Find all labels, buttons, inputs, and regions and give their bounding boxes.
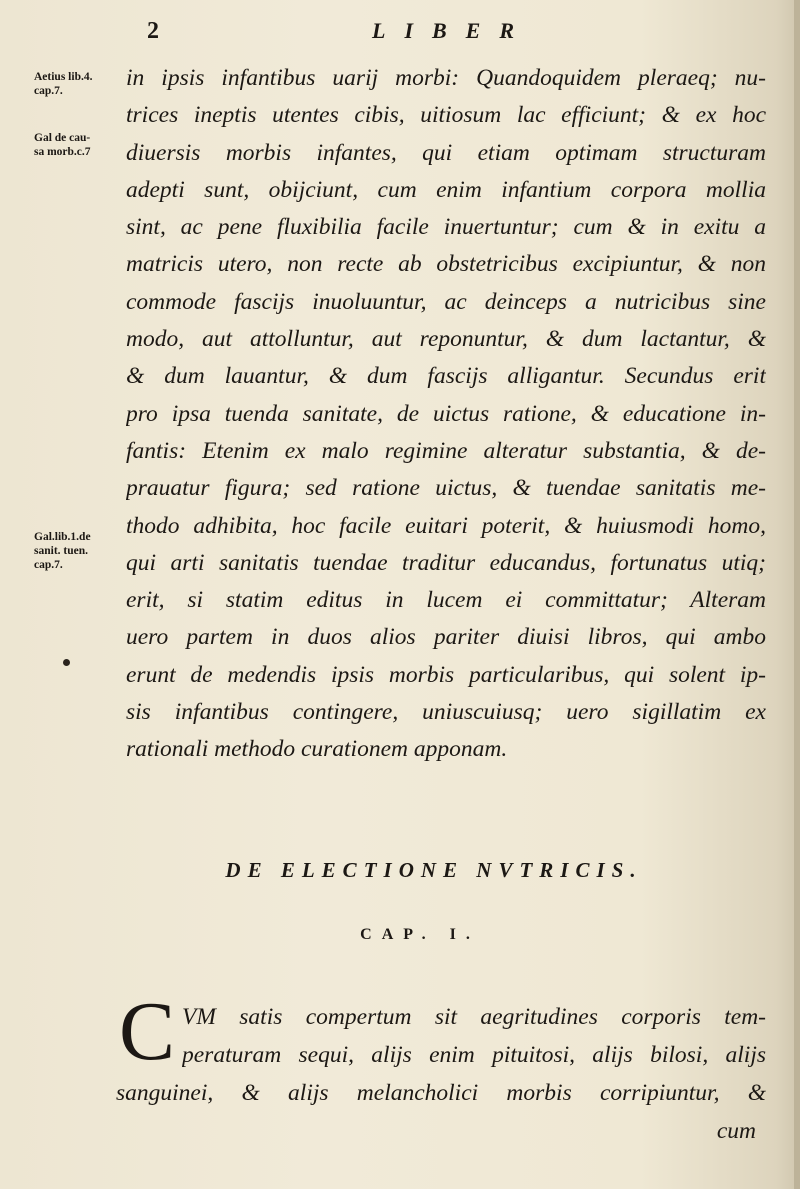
text-line: adepti sunt, obijciunt, cum enim infantium corpora mollia [126,176,766,203]
margin-note [34,70,124,98]
text-line: peraturam sequi, alijs enim pituitosi, alijs bilosi, alijs [182,1042,766,1068]
text-line: modo, aut attolluntur, aut reponuntur, & dum lactantur, & [126,326,766,353]
chapter-text [116,985,766,1178]
text-line: trices ineptis utentes cibis, uitiosum lac efficiunt; & ex hoc [126,102,766,129]
text-line: commode fascijs inuoluuntur, ac deinceps a nutricibus sine [126,288,766,315]
text-line: & dum lauantur, & dum fascijs alligantur. Secundus erit [126,363,766,390]
text-line: sint, ac pene fluxibilia facile inuertuntur; cum & in exitu a [126,214,766,241]
margin-note-line: Aetius lib.4. [34,71,93,83]
catchword: cum [716,1118,756,1144]
text-line: diuersis morbis infantes, qui etiam optimam structuram [126,139,766,166]
text-line: thodo adhibita, hoc facile euitari poterit, & huiusmodi homo, [126,512,766,539]
margin-note [34,530,124,572]
text-line: sanguinei, & alijs melancholici morbis corripiuntur, & [116,1080,766,1106]
drop-cap: C [118,985,176,1078]
chapter-label: CAP. I. [360,926,480,943]
text-line: fantis: Etenim ex malo regimine alteratur substantia, & de- [126,437,766,464]
margin-note-line: sanit. tuen. [34,545,88,557]
text-line-last: rationali methodo curationem apponam. [126,736,508,763]
margin-note [34,131,124,159]
running-title: LIBER [372,18,534,43]
margin-notes [0,0,126,1189]
margin-note-line: sa morb.c.7 [34,146,91,158]
text-line: erit, si statim editus in lucem ei committatur; Alteram [126,587,766,614]
text-line: matricis utero, non recte ab obstetricibus excipiuntur, & non [126,251,766,278]
page-number: 2 [147,18,159,44]
ink-dot-mark [63,659,70,666]
text-line: erunt de medendis ipsis morbis particularibus, qui solent ip- [126,661,766,688]
text-line: in ipsis infantibus uarij morbi: Quandoquidem pleraeq; nu- [126,65,766,91]
margin-note-line: cap.7. [34,85,63,97]
margin-note-line: Gal.lib.1.de [34,531,91,543]
text-line: qui arti sanitatis tuendae traditur educandus, fortunatus utiq; [126,549,766,576]
text-line: prauatur figura; sed ratione uictus, & tuendae sanitatis me- [126,475,766,502]
body-text [126,60,766,769]
text-line: uero partem in duos alios pariter diuisi libros, qui ambo [126,624,766,651]
margin-note-line: cap.7. [34,559,63,571]
section-heading: DE ELECTIONE NVTRICIS. [225,858,643,882]
text-line: VM satis compertum sit aegritudines corporis tem- [182,1004,766,1030]
margin-note-line: Gal de cau- [34,132,91,144]
text-line: sis infantibus contingere, uniuscuiusq; uero sigillatim ex [126,699,766,726]
text-line: pro ipsa tuenda sanitate, de uictus ratione, & educatione in- [126,400,766,427]
